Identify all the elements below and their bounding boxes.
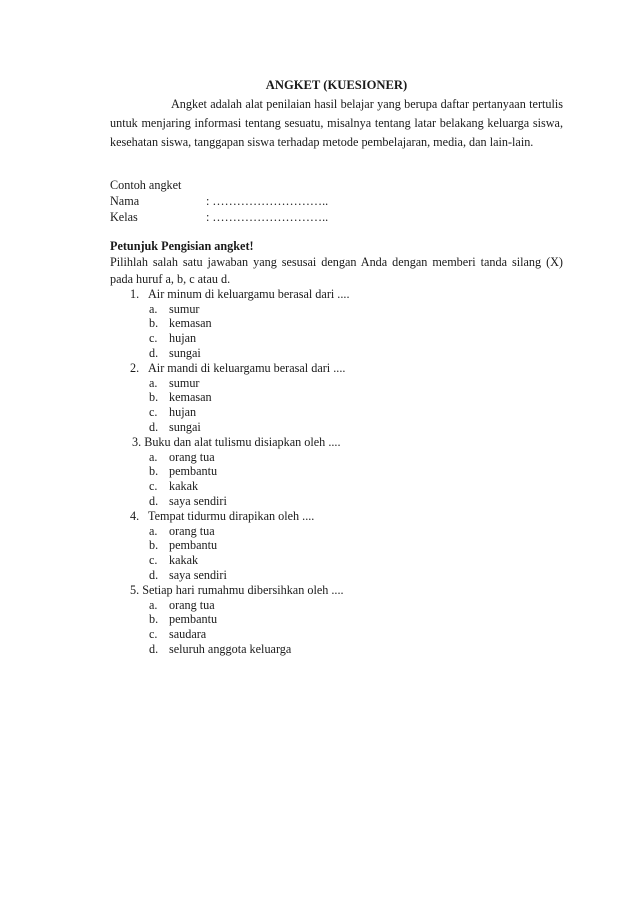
question-number: 3. xyxy=(132,434,142,449)
option-letter: d. xyxy=(149,567,159,582)
field-label: Kelas xyxy=(110,209,138,224)
example-heading: Contoh angket xyxy=(110,177,182,192)
option-text: hujan xyxy=(169,405,197,420)
question-text: Buku dan alat tulismu disiapkan oleh .... xyxy=(144,434,341,449)
answer-option xyxy=(110,450,563,465)
option-letter: d. xyxy=(149,493,159,508)
option-text: sungai xyxy=(169,345,201,360)
question-text: Air mandi di keluargamu berasal dari .... xyxy=(148,360,346,375)
option-letter: a. xyxy=(149,597,158,612)
option-letter: d. xyxy=(149,419,159,434)
option-letter: c. xyxy=(149,331,158,346)
answer-option xyxy=(110,346,563,361)
option-letter: c. xyxy=(149,405,158,420)
option-letter: b. xyxy=(149,464,159,479)
instructions-heading: Petunjuk Pengisian angket! xyxy=(110,239,254,254)
question-item xyxy=(110,361,563,376)
option-letter: a. xyxy=(149,375,158,390)
field-label: Nama xyxy=(110,193,140,208)
document-page xyxy=(110,78,563,657)
question-text: Air minum di keluargamu berasal dari .... xyxy=(148,286,350,301)
question-item xyxy=(110,287,563,302)
spacer xyxy=(110,225,563,238)
option-text: pembantu xyxy=(169,538,218,553)
question-number: 4. xyxy=(130,508,140,523)
answer-option xyxy=(110,331,563,346)
answer-option xyxy=(110,612,563,627)
option-text: saudara xyxy=(169,627,207,642)
option-text: orang tua xyxy=(169,523,215,538)
question-item xyxy=(110,583,563,598)
option-letter: d. xyxy=(149,641,159,656)
question-number: 5. xyxy=(130,582,140,597)
option-text: kemasan xyxy=(169,390,212,405)
question-list xyxy=(110,287,563,657)
intro-paragraph: Angket adalah alat penilaian hasil belajar yang berupa daftar pertanyaan tertulis untuk menjaring informasi tentang sesuatu, misalnya tentang latar belakang keluarga siswa, kesehatan siswa, tanggapan siswa terhadap metode pembelajaran, media, dan lain-lain. xyxy=(110,97,563,150)
question-number: 1. xyxy=(130,286,140,301)
option-text: pembantu xyxy=(169,464,218,479)
option-letter: b. xyxy=(149,390,159,405)
question-number: 2. xyxy=(130,360,140,375)
answer-option xyxy=(110,627,563,642)
field-value: : ……………………….. xyxy=(206,193,329,208)
question-item xyxy=(110,435,563,450)
answer-option xyxy=(110,524,563,539)
option-letter: c. xyxy=(149,553,158,568)
question-text: Tempat tidurmu dirapikan oleh .... xyxy=(148,508,315,523)
answer-option xyxy=(110,553,563,568)
option-text: sumur xyxy=(169,375,200,390)
answer-option xyxy=(110,479,563,494)
option-text: sungai xyxy=(169,419,201,434)
option-letter: d. xyxy=(149,345,159,360)
answer-option xyxy=(110,642,563,657)
answer-option xyxy=(110,598,563,613)
option-letter: a. xyxy=(149,523,158,538)
option-text: kakak xyxy=(169,553,199,568)
option-text: orang tua xyxy=(169,449,215,464)
option-letter: b. xyxy=(149,612,159,627)
option-text: kemasan xyxy=(169,316,212,331)
question-item xyxy=(110,509,563,524)
option-text: pembantu xyxy=(169,612,218,627)
option-text: seluruh anggota keluarga xyxy=(169,641,292,656)
answer-option xyxy=(110,568,563,583)
answer-option xyxy=(110,405,563,420)
answer-option xyxy=(110,390,563,405)
answer-option xyxy=(110,464,563,479)
answer-option xyxy=(110,316,563,331)
field-nama xyxy=(110,193,563,209)
field-kelas xyxy=(110,209,563,225)
answer-option xyxy=(110,302,563,317)
answer-option xyxy=(110,376,563,391)
option-letter: c. xyxy=(149,627,158,642)
document-title: ANGKET (KUESIONER) xyxy=(265,78,408,92)
spacer xyxy=(110,153,563,177)
option-letter: b. xyxy=(149,538,159,553)
option-letter: a. xyxy=(149,449,158,464)
answer-option xyxy=(110,420,563,435)
answer-option xyxy=(110,538,563,553)
answer-option xyxy=(110,494,563,509)
option-text: sumur xyxy=(169,301,200,316)
option-text: kakak xyxy=(169,479,199,494)
option-text: orang tua xyxy=(169,597,215,612)
option-letter: b. xyxy=(149,316,159,331)
instructions-text: Pilihlah salah satu jawaban yang sesusai dengan Anda dengan memberi tanda silang (X) pada huruf a, b, c atau d. xyxy=(110,255,563,286)
option-text: saya sendiri xyxy=(169,493,227,508)
option-text: hujan xyxy=(169,331,197,346)
question-text: Setiap hari rumahmu dibersihkan oleh .... xyxy=(142,582,344,597)
option-letter: c. xyxy=(149,479,158,494)
option-letter: a. xyxy=(149,301,158,316)
field-value: : ……………………….. xyxy=(206,209,329,224)
option-text: saya sendiri xyxy=(169,567,227,582)
